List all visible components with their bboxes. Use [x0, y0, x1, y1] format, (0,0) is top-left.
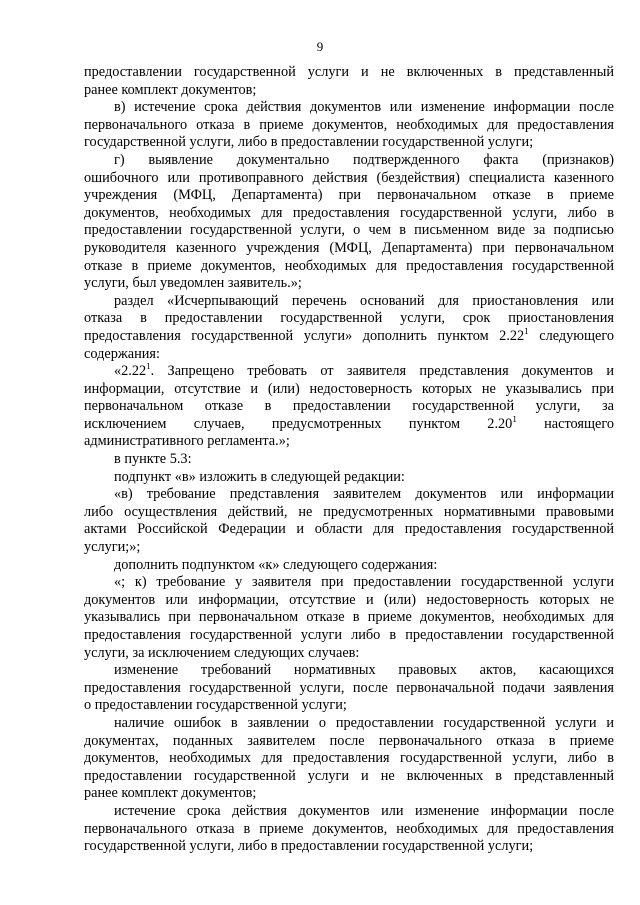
- text-line-content: указывались при первоначальном отказе в приеме документов, необходимых для: [84, 609, 614, 626]
- text-line: [84, 504, 614, 522]
- text-line: [84, 750, 614, 768]
- text-line-content: изменение требований нормативных правовых актов, касающихся: [114, 662, 614, 679]
- text-line-continuation: настоящего: [516, 415, 614, 432]
- text-line: [84, 346, 614, 364]
- text-line: [84, 785, 614, 803]
- text-line: [84, 416, 614, 434]
- text-line-content: «; к) требование у заявителя при предоставлении государственной услуги: [114, 574, 614, 591]
- text-line: [84, 733, 614, 751]
- text-line: [84, 521, 614, 539]
- text-line-content: наличие ошибок в заявлении о предоставлении государственной услуги и: [114, 714, 614, 731]
- text-line-content: документов или информации, отсутствие и (или) недостоверность которых не: [84, 591, 614, 608]
- text-line-content: в) истечение срока действия документов или изменение информации после: [114, 99, 614, 116]
- text-line: [84, 469, 614, 487]
- text-line-content: услуги, за исключением следующих случаев:: [84, 644, 360, 661]
- superscript: 1: [146, 363, 151, 372]
- text-line: [84, 381, 614, 399]
- text-line-content: отказа в предоставлении государственной услуги, срок приостановления: [84, 310, 614, 327]
- text-line-continuation: . Запрещено требовать от заявителя представления документов и: [150, 363, 614, 380]
- text-line: [84, 768, 614, 786]
- text-line: [84, 539, 614, 557]
- page-number: 9: [316, 39, 324, 54]
- text-line-content: ошибочного или противоправного действия (бездействия) специалиста казенного: [84, 169, 614, 186]
- text-line-content: предоставлении государственной услуги и не включенных в представленный: [84, 767, 614, 784]
- text-line: [84, 609, 614, 627]
- text-line: [84, 205, 614, 223]
- text-line-content: первоначального отказа в приеме документов, необходимых для предоставления: [84, 820, 614, 837]
- text-line: [84, 293, 614, 311]
- text-line-content: первоначального отказа в приеме документов, необходимых для предоставления: [84, 116, 614, 133]
- text-line: [84, 187, 614, 205]
- text-line-content: документов, необходимых для предоставления государственной услуги, либо в: [84, 204, 614, 221]
- text-line-content: документов, необходимых для предоставления государственной услуги, либо в: [84, 750, 614, 767]
- text-line-content: актами Российской Федерации и области для предоставления государственной: [84, 521, 614, 538]
- text-line: [84, 680, 614, 698]
- text-line: [84, 803, 614, 821]
- text-line: [84, 821, 614, 839]
- text-line: [84, 363, 614, 381]
- text-line: [84, 152, 614, 170]
- text-line-content: документах, поданных заявителем после первоначального отказа в приеме: [84, 732, 614, 749]
- text-line-content: административного регламента.»;: [84, 433, 290, 450]
- text-line-content: услуги;»;: [84, 539, 141, 556]
- text-line-content: информации, отсутствие и (или) недостоверность которых не указывались при: [84, 380, 614, 397]
- text-line: [84, 715, 614, 733]
- text-line-content: государственной услуги, либо в предоставлении государственной услуги;: [84, 134, 534, 151]
- text-line-content: г) выявление документально подтвержденного факта (признаков): [114, 151, 614, 168]
- text-line-content: «в) требование представления заявителем документов или информации: [114, 486, 614, 503]
- text-line: [84, 645, 614, 663]
- text-line-content: первоначальном отказе в предоставлении государственной услуги, за: [84, 398, 614, 415]
- text-line: [84, 697, 614, 715]
- text-line: [84, 275, 614, 293]
- text-line-content: учреждения (МФЦ, Департамента) при первоначальном отказе в приеме: [84, 187, 614, 204]
- text-line: [84, 433, 614, 451]
- text-line: [84, 99, 614, 117]
- superscript: 1: [512, 415, 517, 425]
- text-line: [84, 486, 614, 504]
- text-line: [84, 328, 614, 346]
- text-line: [84, 574, 614, 592]
- text-line-content: исключением случаев, предусмотренных пунктом 2.20: [84, 415, 513, 432]
- text-line: [84, 662, 614, 680]
- text-line: [84, 838, 614, 856]
- text-line: [84, 82, 614, 100]
- text-line: [84, 240, 614, 258]
- text-line: [84, 64, 614, 82]
- text-line-content: предоставления государственной услуги» дополнить пунктом 2.22: [84, 327, 525, 344]
- superscript: 1: [524, 327, 529, 337]
- text-line-content: содержания:: [84, 345, 160, 362]
- text-line-content: отказе в приеме документов, необходимых для предоставления государственной: [84, 257, 614, 274]
- text-line-content: предоставлении государственной услуги, о чем в письменном виде за подписью: [84, 222, 614, 239]
- text-line-content: подпункт «в» изложить в следующей редакции:: [114, 468, 405, 485]
- text-line-content: ранее комплект документов;: [84, 785, 257, 802]
- text-line-content: в пункте 5.3:: [114, 451, 192, 468]
- text-line-content: либо осуществления действий, не предусмотренных нормативными правовыми: [84, 503, 614, 520]
- text-line-continuation: следующего: [528, 327, 614, 344]
- document-body: [84, 64, 614, 856]
- text-line-content: ранее комплект документов;: [84, 81, 257, 98]
- text-line: [84, 451, 614, 469]
- text-line-content: услуги, был уведомлен заявитель.»;: [84, 275, 302, 292]
- text-line: [84, 310, 614, 328]
- text-line: [84, 222, 614, 240]
- text-line-content: дополнить подпунктом «к» следующего содержания:: [114, 556, 438, 573]
- text-line-content: о предоставлении государственной услуги;: [84, 697, 347, 714]
- text-line: [84, 592, 614, 610]
- text-line-content: руководителя казенного учреждения (МФЦ, Департамента) при первоначальном: [84, 239, 614, 256]
- text-line: [84, 627, 614, 645]
- text-line: [84, 557, 614, 575]
- text-line-content: раздел «Исчерпывающий перечень оснований для приостановления или: [114, 292, 614, 309]
- text-line-content: предоставлении государственной услуги и не включенных в представленный: [84, 64, 614, 80]
- text-line: [84, 134, 614, 152]
- text-line-content: «2.22: [114, 363, 147, 380]
- text-line: [84, 170, 614, 188]
- text-line-content: предоставления государственной услуги, после первоначальной подачи заявления: [84, 679, 614, 696]
- text-line-content: истечение срока действия документов или изменение информации после: [114, 802, 614, 819]
- text-line-content: предоставления государственной услуги либо в предоставлении государственной: [84, 627, 614, 643]
- text-line: [84, 258, 614, 276]
- text-line: [84, 117, 614, 135]
- text-line: [84, 398, 614, 416]
- text-line-content: государственной услуги, либо в предоставлении государственной услуги;: [84, 838, 534, 855]
